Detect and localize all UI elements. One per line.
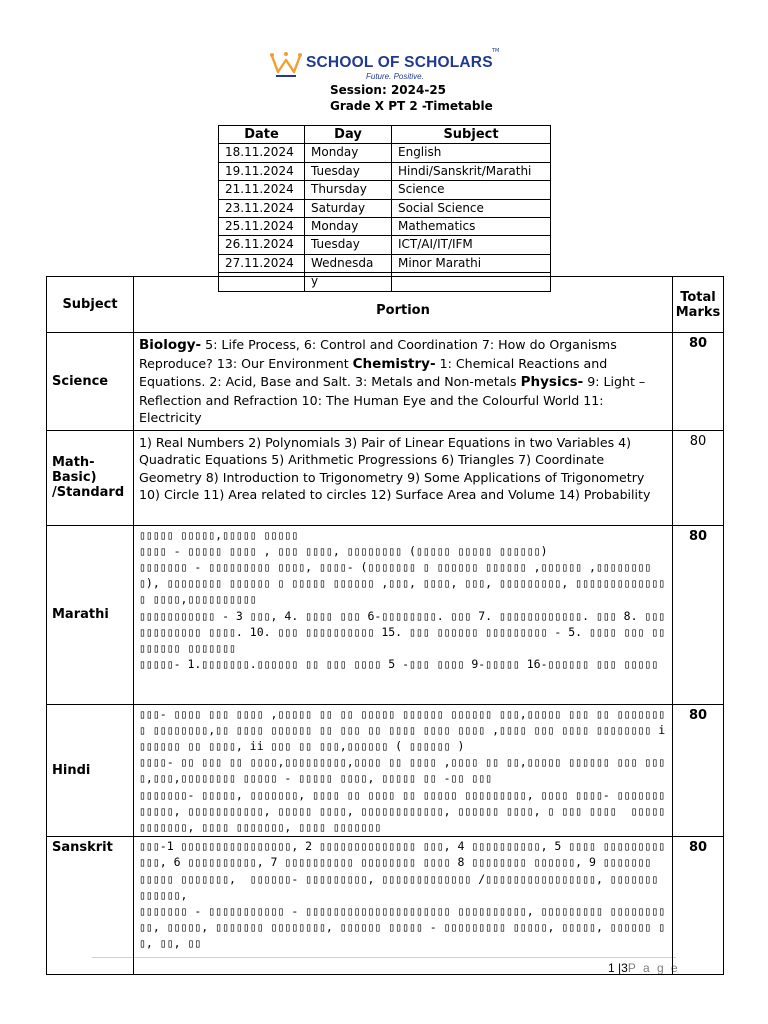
subject-cell: Social Science xyxy=(392,199,551,217)
page-separator: | xyxy=(614,961,622,975)
sanskrit-line: ▯▯▯-1 ▯▯▯▯▯▯▯▯▯▯▯▯▯▯▯▯, 2 ▯▯▯▯▯▯▯▯▯▯▯▯▯▯ ▯▯▯, 4 ▯▯▯▯▯▯▯▯▯▯, 5 ▯▯▯▯ ▯▯▯▯▯▯▯▯▯▯▯▯, 6 ▯▯▯▯▯▯▯▯▯▯, 7 ▯▯▯▯▯▯▯▯▯▯ ▯▯▯▯▯▯▯▯ ▯▯▯▯ 8 ▯▯▯▯▯▯▯▯ ▯▯▯▯▯▯, 9 ▯▯▯▯▯▯▯ xyxy=(139,839,666,870)
biology-label: Biology- xyxy=(139,337,202,353)
marathi-line: ▯▯▯▯▯▯▯ - ▯▯▯▯▯▯▯▯▯ ▯▯▯▯, ▯▯▯▯- (▯▯▯▯▯▯▯ ▯ ▯▯▯▯▯▯ ▯▯▯▯▯▯ ,▯▯▯▯▯▯ ,▯▯▯▯▯▯▯▯▯), ▯▯▯▯▯▯▯▯ ▯▯▯▯▯▯ ▯ ▯▯▯▯▯ ▯▯▯▯▯▯ ,▯▯▯, ▯▯▯▯, ▯▯▯, ▯▯▯▯▯▯▯▯▯, ▯▯▯▯▯▯▯▯▯▯▯▯▯▯ ▯▯▯▯,▯▯▯▯▯▯▯▯▯▯ xyxy=(139,559,666,607)
marks-sanskrit: 80 xyxy=(673,837,724,975)
exam-title: Grade X PT 2 -Timetable xyxy=(330,99,493,113)
date-cell: 23.11.2024 xyxy=(219,199,305,217)
page-total: 3 xyxy=(621,961,628,975)
subject-cell xyxy=(392,273,551,291)
school-logo xyxy=(268,44,500,84)
portion-table xyxy=(46,276,724,975)
table-row-math xyxy=(47,430,724,525)
day-cell: Tuesday xyxy=(305,162,392,180)
date-cell: 21.11.2024 xyxy=(219,181,305,199)
subject-math-line2: Basic) xyxy=(52,470,97,485)
col-date: Date xyxy=(219,126,305,144)
marathi-line: ▯▯▯▯▯- 1.▯▯▯▯▯▯▯.▯▯▯▯▯▯ ▯▯ ▯▯▯ ▯▯▯▯ 5 -▯▯▯ ▯▯▯▯ 9-▯▯▯▯▯ 16-▯▯▯▯▯▯ ▯▯▯ ▯▯▯▯▯ xyxy=(139,657,659,672)
subject-math xyxy=(47,430,134,525)
date-cell: 19.11.2024 xyxy=(219,162,305,180)
col-marks-header: Total Marks xyxy=(673,277,724,333)
marathi-line: ▯▯▯▯▯ ▯▯▯▯▯,▯▯▯▯▯ ▯▯▯▯▯ xyxy=(139,527,299,542)
table-row-science xyxy=(47,333,724,431)
table-row xyxy=(219,273,551,291)
sanskrit-line: ▯▯▯▯▯ ▯▯▯▯▯▯▯, ▯▯▯▯▯▯- ▯▯▯▯▯▯▯▯▯, ▯▯▯▯▯▯▯▯▯▯▯▯▯ /▯▯▯▯▯▯▯▯▯▯▯▯▯▯▯▯, ▯▯▯▯▯▯▯ ▯▯▯▯▯▯, xyxy=(139,871,666,902)
marks-science: 80 xyxy=(673,333,724,431)
document-heading xyxy=(330,82,493,114)
day-cell: Tuesday xyxy=(305,236,392,254)
table-row xyxy=(219,162,551,180)
table-row xyxy=(219,144,551,162)
chemistry-text: 1: Chemical Reactions and Equations. 2: Acid, Base and Salt. 3: Metals and Non-metals xyxy=(139,355,608,389)
subject-cell: English xyxy=(392,144,551,162)
subject-marathi: Marathi xyxy=(47,525,134,704)
col-subject-header: Subject xyxy=(47,277,134,333)
date-cell: 25.11.2024 xyxy=(219,217,305,235)
subject-cell: Mathematics xyxy=(392,217,551,235)
biology-text: 5: Life Process, 6: Control and Coordination 7: How do Organisms Reproduce? 13: Our Environment xyxy=(139,337,617,371)
col-day: Day xyxy=(305,126,392,144)
date-cell: 26.11.2024 xyxy=(219,236,305,254)
table-row xyxy=(219,199,551,217)
table-row xyxy=(219,217,551,235)
marks-hindi: 80 xyxy=(673,704,724,837)
marks-math: 80 xyxy=(673,430,724,525)
table-row xyxy=(219,254,551,272)
timetable xyxy=(218,125,551,292)
subject-math-line3: /Standard xyxy=(52,485,125,500)
portion-math: 1) Real Numbers 2) Polynomials 3) Pair of Linear Equations in two Variables 4) Quadratic Equations 5) Arithmetic Progressions 6) Triangles 7) Coordinate Geometry 8) Introduction to Trigonometry 9) Some Applications of Trigonometry 10) Circle 11) Area related to circles 12) Surface Area and Volume 14) Probability xyxy=(134,430,673,525)
table-row xyxy=(219,236,551,254)
page-word: P a g e xyxy=(627,961,680,975)
physics-text: 9: Light – Reflection and Refraction 10: The Human Eye and the Colourful World 11: Electricity xyxy=(139,374,646,425)
physics-label: Physics- xyxy=(520,374,584,390)
day-cell: Thursday xyxy=(305,181,392,199)
hindi-line: ▯▯▯▯- ▯▯ ▯▯▯ ▯▯ ▯▯▯▯,▯▯▯▯▯▯▯▯▯,▯▯▯▯ ▯▯ ▯▯▯▯ ,▯▯▯▯ ▯▯ ▯▯,▯▯▯▯▯ ▯▯▯▯▯▯ ▯▯▯ ▯▯▯▯,▯▯▯,▯▯▯▯▯▯▯▯ ▯▯▯▯▯ - ▯▯▯▯▯ ▯▯▯▯, ▯▯▯▯▯ ▯▯ -▯▯ ▯▯▯ xyxy=(139,755,666,786)
table-row-hindi xyxy=(47,704,724,837)
day-cell: Monday xyxy=(305,217,392,235)
session-label: Session: 2024-25 xyxy=(330,83,447,97)
trademark: TM xyxy=(492,48,500,54)
hindi-line: ▯▯▯- ▯▯▯▯ ▯▯▯ ▯▯▯▯ ,▯▯▯▯▯ ▯▯ ▯▯ ▯▯▯▯▯ ▯▯▯▯▯▯ ▯▯▯▯▯▯ ▯▯▯,▯▯▯▯▯ ▯▯▯ ▯▯ ▯▯▯▯▯▯▯▯ ▯▯▯▯▯▯▯▯,▯▯ ▯▯▯▯ ▯▯▯▯▯▯ ▯▯ ▯▯▯ ▯▯ ▯▯▯▯ ▯▯▯▯ ▯▯▯▯ ,▯▯▯▯ ▯▯▯ ▯▯▯▯ ▯▯▯▯▯▯▯▯ i ▯▯▯▯▯▯ ▯▯ ▯▯▯▯, ii ▯▯▯ ▯▯ ▯▯▯,▯▯▯▯▯▯ ( ▯▯▯▯▯▯ ) xyxy=(139,706,673,753)
school-tagline: Future. Positive. xyxy=(366,72,424,81)
sanskrit-line: ▯▯▯▯▯▯▯ - ▯▯▯▯▯▯▯▯▯▯▯ - ▯▯▯▯▯▯▯▯▯▯▯▯▯▯▯▯▯▯▯▯▯ ▯▯▯▯▯▯▯▯▯▯, ▯▯▯▯▯▯▯▯▯ ▯▯▯▯▯▯▯▯▯▯, ▯▯▯▯▯, ▯▯▯▯▯▯▯ ▯▯▯▯▯▯▯▯, ▯▯▯▯▯▯ ▯▯▯▯▯ - ▯▯▯▯▯▯▯▯▯ ▯▯▯▯▯, ▯▯▯▯▯, ▯▯▯▯▯▯ ▯▯, ▯▯, ▯▯ xyxy=(139,903,666,951)
day-cell: Monday xyxy=(305,144,392,162)
crown-icon xyxy=(268,46,304,82)
school-name: SCHOOL OF SCHOLARS xyxy=(306,54,493,71)
hindi-line: ▯▯▯▯▯▯▯- ▯▯▯▯▯, ▯▯▯▯▯▯▯, ▯▯▯▯ ▯▯ ▯▯▯▯ ▯▯ ▯▯▯▯▯ ▯▯▯▯▯▯▯▯▯, ▯▯▯▯ ▯▯▯▯- ▯▯▯▯▯▯▯▯▯▯▯▯, ▯▯▯▯▯▯▯▯▯▯▯, ▯▯▯▯▯ ▯▯▯▯, ▯▯▯▯▯▯▯▯▯▯▯▯, ▯▯▯▯▯▯ ▯▯▯▯, ▯ ▯▯▯ ▯▯▯▯ ▯▯▯▯▯ ▯▯▯▯▯▯▯, ▯▯▯▯ ▯▯▯▯▯▯▯, ▯▯▯▯ ▯▯▯▯▯▯▯ xyxy=(139,787,673,834)
subject-hindi: Hindi xyxy=(47,704,134,837)
date-cell: 27.11.2024 xyxy=(219,254,305,272)
table-row-marathi xyxy=(47,525,724,704)
subject-science: Science xyxy=(47,333,134,431)
day-cell: Saturday xyxy=(305,199,392,217)
marathi-line: ▯▯▯▯ - ▯▯▯▯▯ ▯▯▯▯ , ▯▯▯ ▯▯▯▯, ▯▯▯▯▯▯▯▯ (▯▯▯▯▯ ▯▯▯▯▯ ▯▯▯▯▯▯) xyxy=(139,543,548,558)
subject-cell: ICT/AI/IT/IFM xyxy=(392,236,551,254)
portion-marathi xyxy=(134,525,673,704)
portion-sanskrit xyxy=(134,837,673,975)
timetable-header-row xyxy=(219,126,551,144)
page-number: 1 xyxy=(608,961,615,975)
table-row xyxy=(219,181,551,199)
subject-cell: Minor Marathi xyxy=(392,254,551,272)
date-cell xyxy=(219,273,305,291)
marks-marathi: 80 xyxy=(673,525,724,704)
table-row-sanskrit xyxy=(47,837,724,975)
day-cell: y xyxy=(305,273,392,291)
marathi-line: ▯▯▯▯▯▯▯▯▯▯▯ - 3 ▯▯▯, 4. ▯▯▯▯ ▯▯▯ 6-▯▯▯▯▯▯▯▯. ▯▯▯ 7. ▯▯▯▯▯▯▯▯▯▯▯▯. ▯▯▯ 8. ▯▯▯▯▯▯▯▯▯▯▯▯ ▯▯▯▯. 10. ▯▯▯ ▯▯▯▯▯▯▯▯▯▯ 15. ▯▯▯ ▯▯▯▯▯▯ ▯▯▯▯▯▯▯▯▯ - 5. ▯▯▯▯ ▯▯▯ ▯▯▯▯▯▯▯▯ ▯▯▯▯▯▯▯ xyxy=(139,608,666,655)
day-cell: Wednesda xyxy=(305,254,392,272)
date-cell: 18.11.2024 xyxy=(219,144,305,162)
col-subject: Subject xyxy=(392,126,551,144)
subject-cell: Hindi/Sanskrit/Marathi xyxy=(392,162,551,180)
portion-hindi xyxy=(134,704,673,837)
subject-math-line1: Math- xyxy=(52,455,95,470)
subject-cell: Science xyxy=(392,181,551,199)
portion-header-label: Portion xyxy=(376,303,430,318)
chemistry-label: Chemistry- xyxy=(352,355,436,372)
portion-science xyxy=(134,333,673,431)
subject-sanskrit: Sanskrit xyxy=(47,837,134,975)
